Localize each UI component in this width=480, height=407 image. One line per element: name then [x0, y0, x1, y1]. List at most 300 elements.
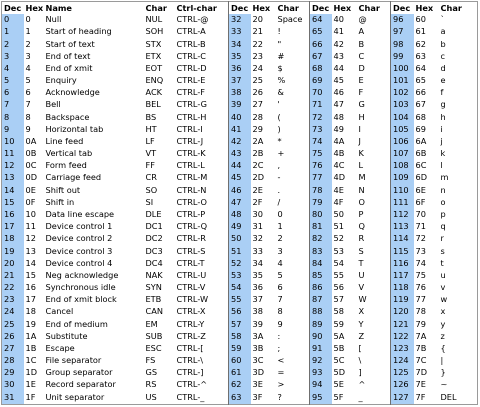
char-cell: ACK — [145, 87, 163, 98]
dec-cell: 15 — [2, 197, 24, 209]
dec-cell: 105 — [391, 124, 414, 136]
hex-cell: 36 — [252, 282, 263, 293]
name-cell: Shift out — [45, 184, 81, 195]
hex-cell: 50 — [333, 208, 344, 219]
column-header-char: Char — [357, 2, 391, 15]
hex-cell: 52 — [333, 233, 344, 244]
hex-cell: 11 — [25, 221, 36, 232]
char-cell: " — [277, 38, 282, 49]
hex-cell: 2D — [252, 172, 265, 183]
dec-cell: 54 — [229, 282, 251, 294]
hex-cell: 0E — [25, 184, 36, 195]
char-cell: % — [277, 75, 286, 86]
hex-cell: 1D — [25, 367, 38, 378]
ascii-table — [1, 1, 478, 405]
dec-cell: 37 — [229, 75, 251, 87]
hex-cell: 39 — [252, 318, 263, 329]
hex-cell: 72 — [415, 233, 426, 244]
dec-cell: 60 — [229, 355, 251, 367]
column-header-dec: Dec — [391, 2, 414, 15]
hex-cell: 64 — [415, 62, 426, 73]
column-header-hex: Hex — [25, 3, 44, 13]
dec-cell: 123 — [391, 343, 414, 355]
dec-cell: 38 — [229, 87, 251, 99]
dec-cell: 81 — [310, 221, 332, 233]
ctrl-char-cell: CTRL-] — [176, 367, 204, 378]
dec-cell: 58 — [229, 330, 251, 342]
char-cell: p — [440, 208, 446, 219]
hex-cell: 2F — [252, 196, 263, 207]
dec-cell: 20 — [2, 257, 24, 269]
char-cell: SO — [145, 184, 158, 195]
dec-cell: 68 — [310, 63, 332, 75]
char-cell: 4 — [277, 257, 283, 268]
dec-cell: 101 — [391, 75, 414, 87]
dec-cell: 70 — [310, 87, 332, 99]
hex-cell: 5D — [333, 367, 346, 378]
dec-cell: 84 — [310, 257, 332, 269]
char-cell: DC4 — [145, 257, 163, 268]
char-cell: h — [440, 111, 446, 122]
char-cell: x — [440, 306, 446, 317]
ctrl-char-cell: CTRL-S — [176, 245, 206, 256]
hex-cell: 77 — [415, 294, 426, 305]
table-row — [2, 367, 478, 379]
char-cell: DLE — [145, 208, 162, 219]
hex-cell: 14 — [25, 257, 36, 268]
dec-cell: 115 — [391, 245, 414, 257]
table-row — [2, 282, 478, 294]
char-cell: X — [358, 306, 365, 317]
hex-cell: 28 — [252, 111, 263, 122]
hex-cell: 5A — [333, 330, 345, 341]
dec-cell: 40 — [229, 111, 251, 123]
char-cell: V — [358, 282, 365, 293]
ctrl-char-cell: CTRL-G — [176, 99, 207, 110]
dec-cell: 67 — [310, 51, 332, 63]
hex-cell: 3B — [252, 342, 264, 353]
dec-cell: 106 — [391, 136, 414, 148]
char-cell: C — [358, 50, 365, 61]
name-cell: Device control 2 — [45, 233, 113, 244]
hex-cell: 79 — [415, 318, 426, 329]
dec-cell: 22 — [2, 282, 24, 294]
column-header-hex: Hex — [251, 2, 276, 15]
char-cell: * — [277, 135, 282, 146]
char-cell: NAK — [145, 269, 163, 280]
char-cell: BEL — [145, 99, 161, 110]
name-cell: Cancel — [45, 306, 74, 317]
char-cell: GS — [145, 367, 158, 378]
hex-cell: 3F — [252, 391, 263, 402]
char-cell: g — [440, 99, 446, 110]
char-cell: 5 — [277, 269, 283, 280]
dec-cell: 24 — [2, 306, 24, 318]
dec-cell: 59 — [229, 343, 251, 355]
hex-cell: 59 — [333, 318, 344, 329]
hex-cell: 6D — [415, 172, 428, 183]
dec-cell: 116 — [391, 257, 414, 269]
dec-cell: 8 — [2, 111, 24, 123]
name-cell: Substitute — [45, 330, 88, 341]
header-row — [2, 2, 478, 15]
char-cell: O — [358, 196, 365, 207]
name-cell: Form feed — [45, 160, 87, 171]
dec-cell: 23 — [2, 294, 24, 306]
char-cell: 6 — [277, 282, 283, 293]
dec-cell: 10 — [2, 136, 24, 148]
dec-cell: 53 — [229, 270, 251, 282]
dec-cell: 88 — [310, 306, 332, 318]
dec-cell: 56 — [229, 306, 251, 318]
table-row — [2, 160, 478, 172]
dec-cell: 44 — [229, 160, 251, 172]
dec-cell: 76 — [310, 160, 332, 172]
hex-cell: 4C — [333, 160, 345, 171]
dec-cell: 50 — [229, 233, 251, 245]
char-cell: FF — [145, 160, 155, 171]
dec-cell: 126 — [391, 379, 414, 391]
table-row — [2, 87, 478, 99]
char-cell: ; — [277, 342, 281, 353]
char-cell: ~ — [440, 379, 448, 390]
table-row — [2, 124, 478, 136]
hex-cell: 29 — [252, 123, 263, 134]
dec-cell: 92 — [310, 355, 332, 367]
hex-cell: 0 — [25, 14, 31, 25]
name-cell: End of xmit — [45, 62, 93, 73]
char-cell: D — [358, 62, 365, 73]
dec-cell: 52 — [229, 257, 251, 269]
dec-cell: 74 — [310, 136, 332, 148]
dec-cell: 80 — [310, 209, 332, 221]
ctrl-char-cell: CTRL-V — [176, 282, 206, 293]
dec-cell: 99 — [391, 51, 414, 63]
column-header-ctrl-char: Ctrl-char — [175, 2, 229, 15]
dec-cell: 30 — [2, 379, 24, 391]
hex-cell: 2A — [252, 135, 264, 146]
table-row — [2, 209, 478, 221]
ctrl-char-cell: CTRL-K — [176, 148, 206, 159]
dec-cell: 7 — [2, 99, 24, 111]
table-row — [2, 343, 478, 355]
char-cell: $ — [277, 62, 283, 73]
hex-cell: 41 — [333, 26, 344, 37]
ctrl-char-cell: CTRL-@ — [176, 14, 209, 25]
hex-cell: 40 — [333, 14, 344, 25]
dec-cell: 51 — [229, 245, 251, 257]
hex-cell: 1B — [25, 342, 37, 353]
column-header-name: Name — [44, 2, 144, 15]
char-cell: z — [440, 330, 445, 341]
table-row — [2, 75, 478, 87]
hex-cell: 6A — [415, 135, 427, 146]
char-cell: f — [440, 87, 444, 98]
hex-cell: 66 — [415, 87, 426, 98]
char-cell: W — [358, 294, 367, 305]
hex-cell: 55 — [333, 269, 344, 280]
dec-cell: 5 — [2, 75, 24, 87]
column-header-char: Char — [439, 2, 478, 15]
char-cell: BS — [145, 111, 157, 122]
hex-cell: 4E — [333, 184, 344, 195]
hex-cell: 0A — [25, 135, 37, 146]
char-cell: SOH — [145, 26, 164, 37]
table-row — [2, 38, 478, 50]
hex-cell: 3C — [252, 355, 264, 366]
dec-cell: 118 — [391, 282, 414, 294]
dec-cell: 107 — [391, 148, 414, 160]
hex-cell: 76 — [415, 282, 426, 293]
char-cell: EOT — [145, 62, 163, 73]
char-cell: } — [440, 367, 446, 378]
dec-cell: 48 — [229, 209, 251, 221]
column-header-char: Char — [144, 2, 175, 15]
dec-cell: 100 — [391, 63, 414, 75]
char-cell: 3 — [277, 245, 283, 256]
char-cell: A — [358, 26, 365, 37]
dec-cell: 64 — [310, 14, 332, 26]
hex-cell: 3 — [25, 50, 31, 61]
hex-cell: 38 — [252, 306, 263, 317]
column-header-hex: Hex — [414, 2, 439, 15]
ctrl-char-cell: CTRL-^ — [176, 379, 208, 390]
hex-cell: 10 — [25, 208, 36, 219]
dec-cell: 1 — [2, 26, 24, 38]
char-cell: L — [358, 160, 364, 171]
hex-cell: 5B — [333, 342, 345, 353]
char-cell: j — [440, 135, 443, 146]
char-cell: DC1 — [145, 221, 163, 232]
hex-cell: 1A — [25, 330, 37, 341]
char-cell: - — [277, 172, 281, 183]
char-cell: y — [440, 318, 446, 329]
dec-cell: 45 — [229, 172, 251, 184]
ctrl-char-cell: CTRL-[ — [176, 342, 204, 353]
char-cell: FS — [145, 355, 156, 366]
name-cell: Line feed — [45, 135, 84, 146]
hex-cell: 74 — [415, 257, 426, 268]
name-cell: Unit separator — [45, 391, 105, 402]
hex-cell: 75 — [415, 269, 426, 280]
char-cell: E — [358, 75, 364, 86]
char-cell: n — [440, 184, 446, 195]
hex-cell: 60 — [415, 14, 426, 25]
hex-cell: 46 — [333, 87, 344, 98]
name-cell: Vertical tab — [45, 148, 93, 159]
name-cell: Neg acknowledge — [45, 269, 119, 280]
hex-cell: 51 — [333, 221, 344, 232]
table-row — [2, 330, 478, 342]
char-cell: T — [358, 257, 364, 268]
char-cell: d — [440, 62, 446, 73]
name-cell: Backspace — [45, 111, 90, 122]
name-cell: Horizontal tab — [45, 123, 104, 134]
hex-cell: 49 — [333, 123, 344, 134]
table-row — [2, 14, 478, 26]
char-cell: l — [440, 160, 443, 171]
char-cell: J — [358, 135, 361, 146]
ctrl-char-cell: CTRL-Y — [176, 318, 205, 329]
dec-cell: 28 — [2, 355, 24, 367]
hex-cell: 6F — [415, 196, 426, 207]
dec-cell: 27 — [2, 343, 24, 355]
char-cell: I — [358, 123, 361, 134]
ctrl-char-cell: CTRL-N — [176, 184, 207, 195]
dec-cell: 26 — [2, 330, 24, 342]
char-cell: ^ — [358, 379, 366, 390]
dec-cell: 61 — [229, 367, 251, 379]
ctrl-char-cell: CTRL-_ — [176, 391, 205, 402]
char-cell: Z — [358, 330, 365, 341]
char-cell: DC3 — [145, 245, 163, 256]
name-cell: Device control 4 — [45, 257, 113, 268]
char-cell: _ — [358, 391, 363, 402]
char-cell: 2 — [277, 233, 283, 244]
dec-cell: 55 — [229, 294, 251, 306]
dec-cell: 13 — [2, 172, 24, 184]
dec-cell: 42 — [229, 136, 251, 148]
hex-cell: 3A — [252, 330, 264, 341]
table-row — [2, 111, 478, 123]
hex-cell: 22 — [252, 38, 263, 49]
name-cell: Start of text — [45, 38, 95, 49]
dec-cell: 33 — [229, 26, 251, 38]
char-cell: . — [277, 184, 281, 195]
name-cell: End of xmit block — [45, 294, 117, 305]
char-cell: F — [358, 87, 364, 98]
dec-cell: 111 — [391, 197, 414, 209]
hex-cell: 8 — [25, 111, 31, 122]
char-cell: ) — [277, 123, 281, 134]
char-cell: r — [440, 233, 444, 244]
char-cell: ` — [440, 14, 445, 25]
hex-cell: 5C — [333, 355, 345, 366]
dec-cell: 57 — [229, 318, 251, 330]
dec-cell: 89 — [310, 318, 332, 330]
char-cell: P — [358, 208, 364, 219]
column-header-hex: Hex — [332, 2, 357, 15]
table-row — [2, 318, 478, 330]
char-cell: [ — [358, 342, 362, 353]
hex-cell: 63 — [415, 50, 426, 61]
char-cell: \ — [358, 355, 362, 366]
dec-cell: 41 — [229, 124, 251, 136]
hex-cell: 78 — [415, 306, 426, 317]
dec-cell: 85 — [310, 270, 332, 282]
hex-cell: 65 — [415, 75, 426, 86]
hex-cell: 31 — [252, 221, 263, 232]
table-row — [2, 51, 478, 63]
hex-cell: 19 — [25, 318, 36, 329]
ctrl-char-cell: CTRL-X — [176, 306, 206, 317]
dec-cell: 95 — [310, 391, 332, 404]
hex-cell: 7C — [415, 355, 427, 366]
hex-cell: 12 — [25, 233, 36, 244]
char-cell: , — [277, 160, 281, 171]
char-cell: k — [440, 148, 446, 159]
hex-cell: 30 — [252, 208, 263, 219]
hex-cell: 0F — [25, 196, 36, 207]
hex-cell: 48 — [333, 111, 344, 122]
char-cell: K — [358, 148, 364, 159]
char-cell: : — [277, 330, 281, 341]
hex-cell: 5 — [25, 75, 31, 86]
hex-cell: 73 — [415, 245, 426, 256]
char-cell: b — [440, 38, 446, 49]
dec-cell: 18 — [2, 233, 24, 245]
dec-cell: 21 — [2, 270, 24, 282]
char-cell: HT — [145, 123, 157, 134]
hex-cell: 6 — [25, 87, 31, 98]
dec-cell: 34 — [229, 38, 251, 50]
dec-cell: 122 — [391, 330, 414, 342]
char-cell: ETB — [145, 294, 162, 305]
dec-cell: 12 — [2, 160, 24, 172]
table-row — [2, 306, 478, 318]
dec-cell: 112 — [391, 209, 414, 221]
ctrl-char-cell: CTRL-M — [176, 172, 208, 183]
ctrl-char-cell: CTRL-I — [176, 123, 203, 134]
name-cell: Device control 1 — [45, 221, 113, 232]
char-cell: ETX — [145, 50, 162, 61]
hex-cell: 4B — [333, 148, 345, 159]
table-row — [2, 221, 478, 233]
char-cell: 8 — [277, 306, 283, 317]
char-cell: LF — [145, 135, 155, 146]
dec-cell: 90 — [310, 330, 332, 342]
char-cell: | — [440, 355, 444, 366]
char-cell: G — [358, 99, 365, 110]
dec-cell: 73 — [310, 124, 332, 136]
dec-cell: 36 — [229, 63, 251, 75]
char-cell: STX — [145, 38, 162, 49]
name-cell: End of text — [45, 50, 91, 61]
ctrl-char-cell: CTRL-F — [176, 87, 205, 98]
char-cell: & — [277, 87, 284, 98]
name-cell: Null — [45, 14, 62, 25]
table-row — [2, 63, 478, 75]
dec-cell: 72 — [310, 111, 332, 123]
column-header-dec: Dec — [229, 2, 251, 15]
ctrl-char-cell: CTRL-P — [176, 208, 206, 219]
char-cell: i — [440, 123, 443, 134]
ctrl-char-cell: CTRL-\ — [176, 355, 204, 366]
table-body — [2, 14, 478, 405]
char-cell: B — [358, 38, 365, 49]
table-row — [2, 26, 478, 38]
char-cell: a — [440, 26, 446, 37]
column-header-dec: Dec — [2, 2, 24, 15]
ctrl-char-cell: CTRL-U — [176, 269, 207, 280]
dec-cell: 110 — [391, 184, 414, 196]
char-cell: ESC — [145, 342, 162, 353]
ctrl-char-cell: CTRL-T — [176, 257, 205, 268]
hex-cell: 35 — [252, 269, 263, 280]
dec-cell: 46 — [229, 184, 251, 196]
name-cell: Start of heading — [45, 26, 112, 37]
char-cell: ? — [277, 391, 282, 402]
char-cell: DC2 — [145, 233, 163, 244]
hex-cell: 4A — [333, 135, 345, 146]
table-row — [2, 245, 478, 257]
hex-cell: 56 — [333, 282, 344, 293]
hex-cell: 33 — [252, 245, 263, 256]
table-row — [2, 257, 478, 269]
ctrl-char-cell: CTRL-E — [176, 75, 206, 86]
char-cell: m — [440, 172, 449, 183]
hex-cell: 1F — [25, 391, 36, 402]
